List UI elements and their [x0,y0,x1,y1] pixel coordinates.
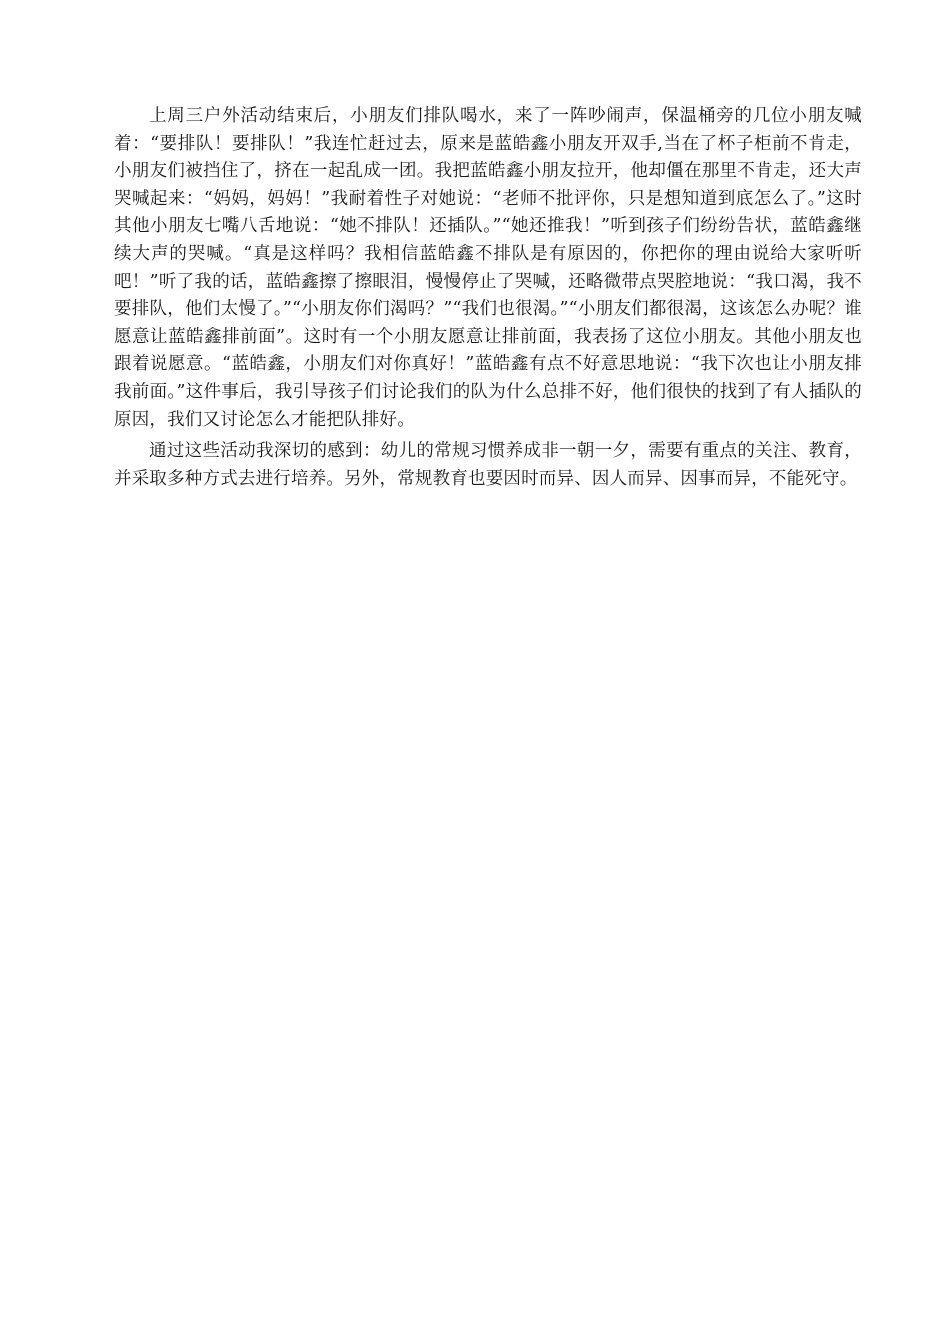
paragraph-story: 上周三户外活动结束后，小朋友们排队喝水，来了一阵吵闹声，保温桶旁的几位小朋友喊着：“要排队！要排队！”我连忙赶过去，原来是蓝皓鑫小朋友开双手,当在了杯子柜前不肯走，小朋友们被挡住了，挤在一起乱成一团。我把蓝皓鑫小朋友拉开，他却僵在那里不肯走，还大声哭喊起来：“妈妈，妈妈！”我耐着性子对她说：“老师不批评你，只是想知道到底怎么了。”这时其他小朋友七嘴八舌地说：“她不排队！还插队。”“她还推我！”听到孩子们纷纷告状，蓝皓鑫继续大声的哭喊。“真是这样吗？我相信蓝皓鑫不排队是有原因的，你把你的理由说给大家听听吧！”听了我的话，蓝皓鑫擦了擦眼泪，慢慢停止了哭喊，还略微带点哭腔地说：“我口渴，我不要排队，他们太慢了。”“小朋友你们渴吗？”“我们也很渴。”“小朋友们都很渴，这该怎么办呢？谁愿意让蓝皓鑫排前面”。这时有一个小朋友愿意让排前面，我表扬了这位小朋友。其他小朋友也跟着说愿意。“蓝皓鑫，小朋友们对你真好！”蓝皓鑫有点不好意思地说：“我下次也让小朋友排我前面。”这件事后，我引导孩子们讨论我们的队为什么总排不好，他们很快的找到了有人插队的原因，我们又讨论怎么才能把队排好。 [114,106,862,430]
paragraph-reflection: 通过这些活动我深切的感到：幼儿的常规习惯养成非一朝一夕，需要有重点的关注、教育，并采取多种方式去进行培养。另外，常规教育也要因时而异、因人而异、因事而异，不能死守。 [114,441,862,489]
document-body [114,103,862,493]
